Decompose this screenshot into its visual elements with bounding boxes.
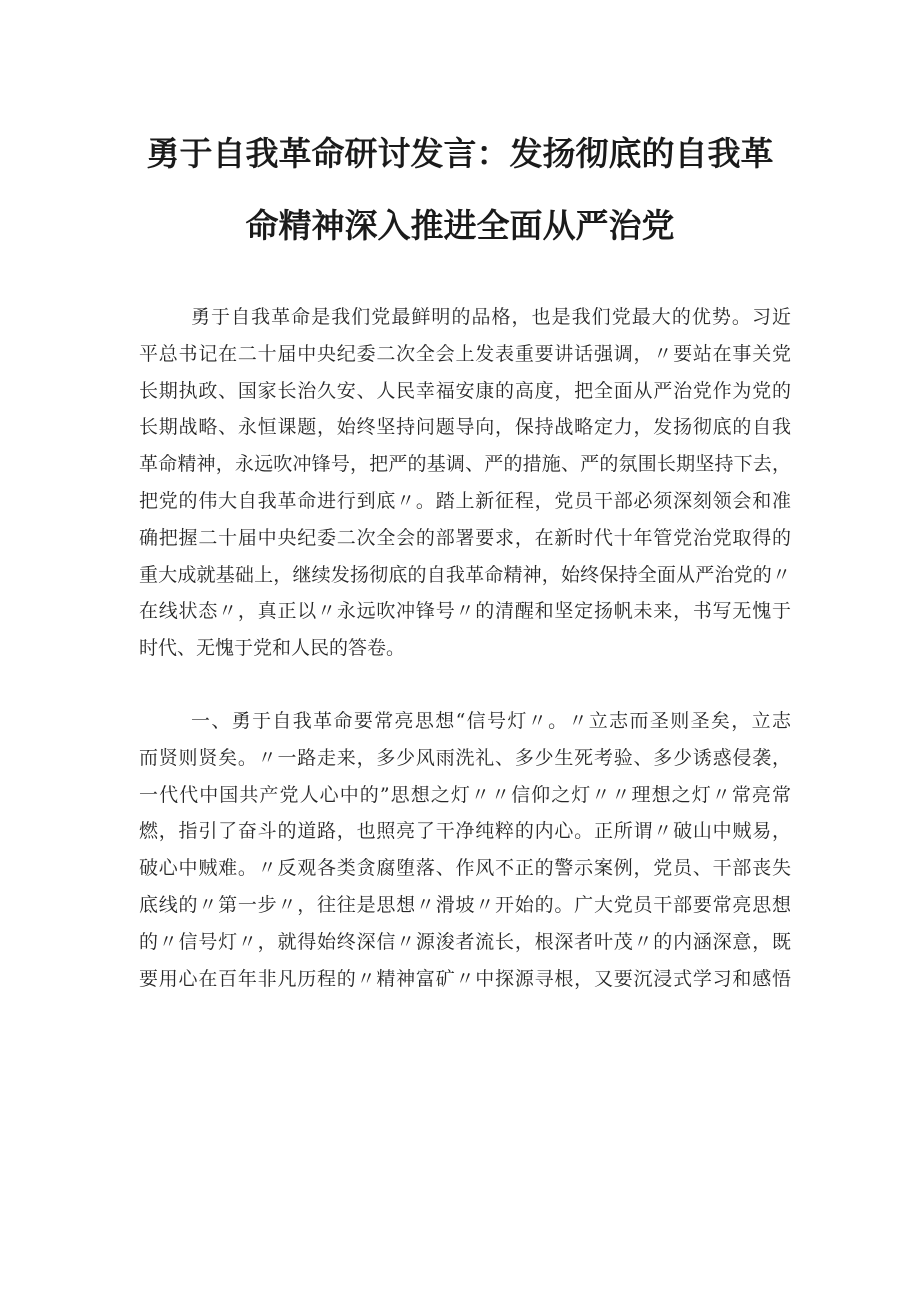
text-line: 长期执政、国家长治久安、人民幸福安康的高度，把全面从严治党作为党的 — [139, 379, 791, 402]
text-line: 要用心在百年非凡历程的〃精神富矿〃中探源寻根，又要沉浸式学习和感悟 — [139, 967, 791, 990]
text-line: 确把握二十届中央纪委二次全会的部署要求，在新时代十年管党治党取得的 — [139, 526, 791, 549]
text-line: 革命精神，永远吹冲锋号，把严的基调、严的措施、严的氛围长期坚持下去， — [139, 453, 791, 476]
document-title-line-1: 勇于自我革命研讨发言：发扬彻底的自我革 — [146, 134, 774, 173]
text-line: 重大成就基础上，继续发扬彻底的自我革命精神，始终保持全面从严治党的〃 — [139, 563, 791, 586]
paragraph-intro — [139, 299, 791, 667]
document-body — [139, 299, 791, 997]
text-line: 把党的伟大自我革命进行到底〃。踏上新征程，党员干部必须深刻领会和准 — [139, 489, 791, 512]
text-line: 勇于自我革命是我们党最鲜明的品格，也是我们党最大的优势。习近 — [191, 306, 791, 328]
text-line: 而贤则贤矣。〃一路走来，多少风雨洗礼、多少生死考验、多少诱惑侵袭， — [139, 746, 791, 769]
text-line: 燃，指引了奋斗的道路，也照亮了干净纯粹的内心。正所谓〃破山中贼易， — [139, 820, 791, 843]
text-line: 底线的〃第一步〃，往往是思想〃滑坡〃开始的。广大党员干部要常亮思想 — [139, 893, 791, 916]
text-line: 时代、无愧于党和人民的答卷。 — [139, 637, 406, 660]
text-line: 长期战略、永恒课题，始终坚持问题导向，保持战略定力，发扬彻底的自我 — [139, 416, 791, 439]
text-line: 一代代中国共产党人心中的”思想之灯〃〃信仰之灯〃〃理想之灯〃常亮常 — [139, 783, 791, 806]
text-line: 的〃信号灯〃，就得始终深信〃源浚者流长，根深者叶茂〃的内涵深意，既 — [139, 930, 791, 953]
paragraph-section-one — [139, 703, 791, 997]
document-title-line-2: 命精神深入推进全面从严治党 — [245, 206, 675, 245]
text-line: 在线状态〃，真正以〃永远吹冲锋号〃的清醒和坚定扬帆未来，书写无愧于 — [139, 600, 791, 623]
text-line: 平总书记在二十届中央纪委二次全会上发表重要讲话强调，〃要站在事关党 — [139, 342, 791, 365]
text-line: 破心中贼难。〃反观各类贪腐堕落、作风不正的警示案例，党员、干部丧失 — [139, 857, 791, 880]
text-line: 一、勇于自我革命要常亮思想“信号灯〃。〃立志而圣则圣矣，立志 — [191, 709, 791, 732]
